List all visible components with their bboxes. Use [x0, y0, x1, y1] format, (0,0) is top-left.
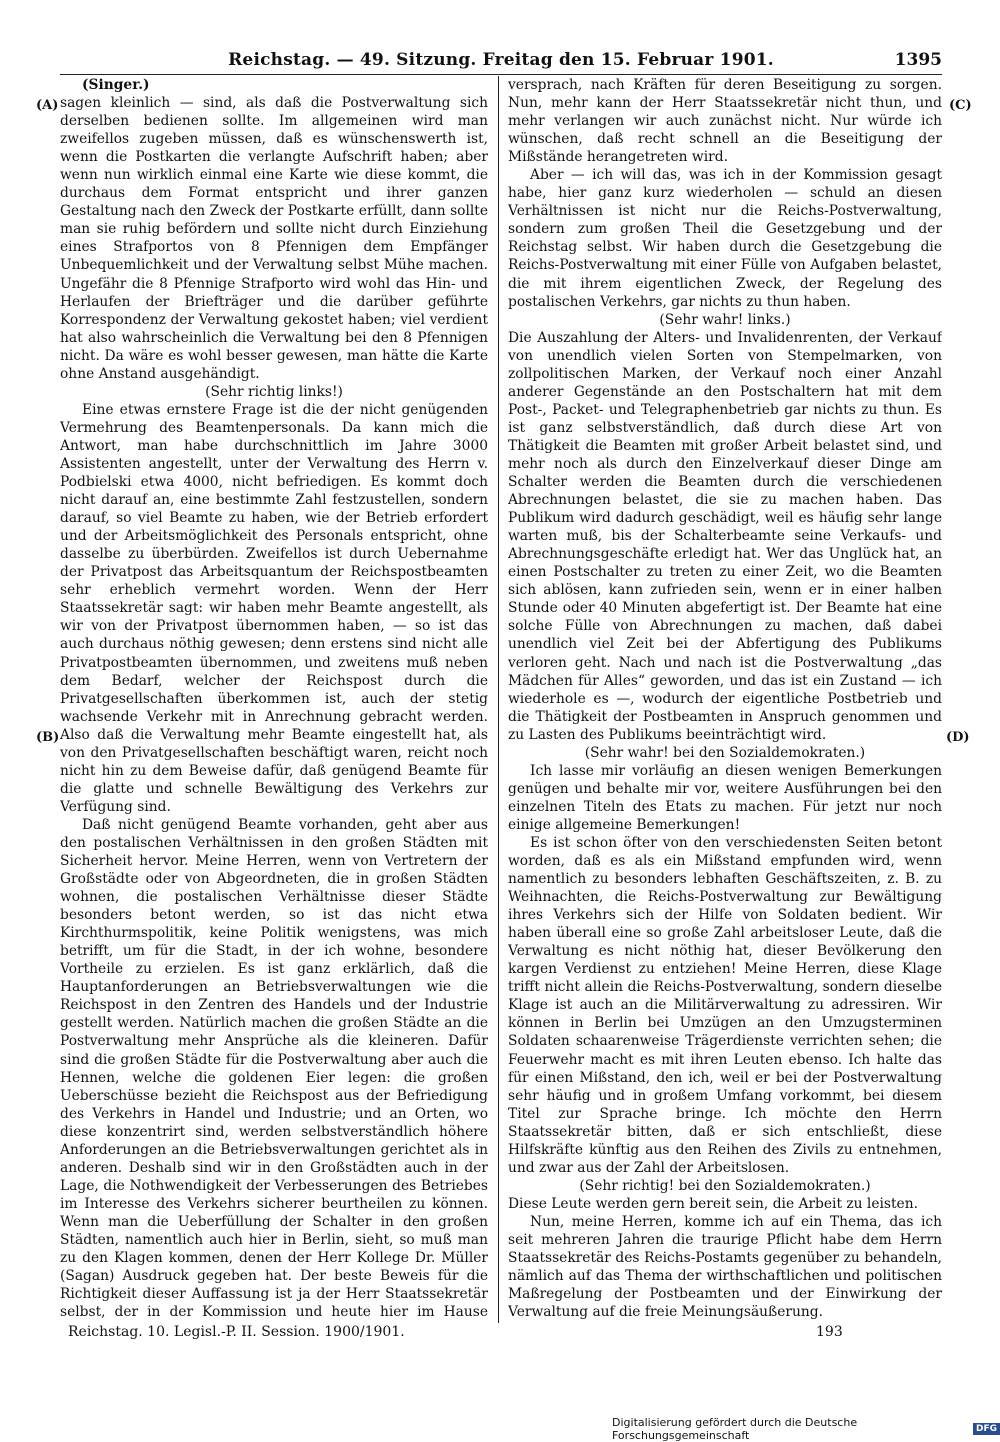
speaker-label: (Singer.)	[82, 77, 150, 93]
interjection: (Sehr richtig! bei den Sozialdemokraten.)	[579, 1177, 871, 1194]
credit-text: Digitalisierung gefördert durch die Deutsche Forschungsgemeinschaft	[612, 1416, 858, 1442]
left-column	[60, 76, 488, 1321]
right-column	[508, 76, 942, 1321]
page-header	[60, 50, 942, 72]
dfg-logo-icon: DFG	[973, 1423, 1000, 1435]
paragraph: Eine etwas ernstere Frage ist die der nicht genügenden Vermehrung des Beamtenpersonals. Da kann mich die Antwort, man habe durchschnittlich im Jahre 3000 Assistenten angestellt, unter der Verwaltung des Herrn v. Podbielski etwa 4000, nicht befriedigen. Es kommt doch nicht darauf an, eine bestimmte Zahl festzustellen, sondern darauf, so viel Beamte zu haben, wie der Betrieb erfordert und der Arbeitsmöglichkeit des Personals entspricht, ohne dasselbe zu überbürden. Zweifellos ist durch Uebernahme der Privatpost das Arbeitsquantum der Reichspostbeamten sehr erheblich vermehrt worden. Wenn der Herr Staatssekretär sagt: wir haben mehr Beamte angestellt, als wir von der Privatpost übernommen haben, — so ist das auch durchaus nöthig gewesen; denn erstens sind nicht alle Privatpostbeamten übernommen, und zweitens muß neben dem Bedarf, welcher der Reichspost durch die Privatgesellschaften überkommen ist, auch der stetig wachsende Verkehr mit in Anrechnung gebracht werden. Also daß die Verwaltung mehr Beamte eingestellt hat, als von den Privatgesellschaften beschäftigt waren, reicht noch nicht hin zu dem Beweise dafür, daß genügend Beamte für die glatte und schnelle Bewältigung des Verkehrs zur Verfügung sind.	[60, 401, 488, 815]
digitization-credit	[612, 1416, 1000, 1442]
paragraph: Daß nicht genügend Beamte vorhanden, geht aber aus den postalischen Verhältnissen in den großen Städten mit Sicherheit hervor. Meine Herren, wenn von Vertretern der Großstädte oder von Abgeordneten, die in großen Städten wohnen, die postalischen Verhältnisse dieser Städte besonders betont werden, so ist das nicht etwa Kirchthurmspolitik, keine Politik wenigstens, was mich betrifft, um für die Stadt, in der ich wohne, besondere Vortheile zu erzielen. Es ist ganz erklärlich, daß die Hauptanforderungen an Betriebsverwaltungen wie die Reichspost in den Zentren des Handels und der Industrie gestellt werden. Natürlich machen die großen Städte an die Postverwaltung mehr Ansprüche als die kleineren. Dafür sind die großen Städte für die Postverwaltung aber auch die Hennen, welche die goldenen Eier legen: die großen Ueberschüsse bezieht die Reichspost aus der Befriedigung des Verkehrs in Handel und Industrie; und an Orten, wo diese konzentrirt sind, werden selbstverständlich höhere Anforderungen an die Betriebsverwaltungen gerichtet als in anderen. Deshalb sind wir in den Großstädten auch in der Lage, die Nothwendigkeit der Verbesserungen des Betriebes im Interesse des Verkehrs sicherer beurtheilen zu können. Wenn man die Ueberfüllung der Schalter in den großen Städten, namentlich auch hier in Berlin, sieht, so muß man zu den Klagen kommen, denen der Herr Kollege Dr. Müller (Sagan) Ausdruck gegeben hat. Der beste Beweis für die Richtigkeit dieser Auffassung ist ja der Herr Staatssekretär selbst, der in der Kommission und heute hier im Hause	[60, 816, 488, 1321]
margin-marker-a: (A)	[36, 98, 59, 113]
paragraph: Die Auszahlung der Alters- und Invalidenrenten, der Verkauf von unendlich vielen Sorten von Stempelmarken, von zollpolitischen Marken, der Verkauf noch einer Anzahl anderer Gegenstände an den Postschaltern hat mit dem Post-, Packet- und Telegraphenbetrieb gar nichts zu thun. Es ist ganz selbstverständlich, daß durch diese Art von Thätigkeit die Beamten mit großer Arbeit belastet sind, und mehr noch als durch den Einzelverkauf dieser Dinge am Schalter werden die Beamten durch die verschiedenen Abrechnungen belastet, die sie zu machen haben. Das Publikum wird dadurch geschädigt, weil es häufig sehr lange warten muß, bis der Schalterbeamte seine Verkaufs- und Abrechnungsgeschäfte erledigt hat. Wer das Unglück hat, an einen Postschalter zu treten zu einer Zeit, wo die Beamten sich ablösen, kann zufrieden sein, wenn er in einer halben Stunde oder 40 Minuten abgefertigt ist. Der Beamte hat eine solche Fülle von Abrechnungen zu machen, daß dabei unendlich viel Zeit bei der Abfertigung des Publikums verloren geht. Nach und nach ist die Postverwaltung „das Mädchen für Alles“ geworden, und das ist ein Zustand — ich wiederhole es —, wodurch der eigentliche Postbetrieb und die Thätigkeit der Postbeamten in Anspruch genommen und zu Lasten des Publikums beeinträchtigt wird.	[508, 329, 942, 743]
paragraph: Es ist schon öfter von den verschiedensten Seiten betont worden, daß es als ein Mißstand empfunden wird, wenn namentlich zu besonders lebhaften Geschäftszeiten, z. B. zu Weihnachten, die Reichs-Postverwaltung zur Bewältigung ihres Verkehrs sich der Hilfe von Soldaten bedient. Wir haben überall eine so große Zahl arbeitsloser Leute, daß die Verwaltung es nicht nöthig hat, dieser Bevölkerung den kargen Verdienst zu entziehen! Meine Herren, diese Klage trifft nicht allein die Reichs-Postverwaltung, sondern dieselbe Klage ist auch an die Militärverwaltung zu adressiren. Wir können in Berlin bei Umzügen an den Umzugsterminen Soldaten schaarenweise Trägerdienste verrichten sehen; die Feuerwehr macht es mit ihren Leuten ebenso. Ich halte das für einen Mißstand, den ich, weil er bei der Postverwaltung sehr häufig und in großem Umfang vorkommt, bei diesem Titel zur Sprache bringe. Ich möchte den Herrn Staatssekretär bitten, daß er sich entschließt, diese Hilfskräfte künftig aus den Reihen des Zivils zu entnehmen, und zwar aus der Zahl der Arbeitslosen.	[508, 834, 942, 1176]
paragraph: sagen kleinlich — sind, als daß die Postverwaltung sich derselben bedienen sollte. Im allgemeinen wird man zweifellos zugeben müssen, daß es wünschenswerth ist, wenn die Postkarten die verlangte Aufschrift haben; aber wenn nun wirklich einmal eine Karte wie diese kommt, die durchaus dem Format entspricht und ihrer ganzen Gestaltung nach den Zweck der Postkarte erfüllt, dann sollte man sie ruhig befördern und sollte nicht durch Einziehung eines Strafportos von 8 Pfennigen dem Empfänger Unbequemlichkeit und der Verwaltung selbst Mühe machen. Ungefähr die 8 Pfennige Strafporto wird wohl das Hin- und Herlaufen der Briefträger und die darüber geführte Korrespondenz der Verwaltung gekostet haben; viel verdient hat also wahrscheinlich die Verwaltung bei den 8 Pfennigen nicht. Da wäre es wohl besser gewesen, man hätte die Karte ohne Anstand ausgehändigt.	[60, 95, 488, 382]
paragraph: Nun, meine Herren, komme ich auf ein Thema, das ich seit mehreren Jahren die traurige Pflicht habe dem Herrn Staatssekretär des Reichs-Postamts gegenüber zu behandeln, nämlich auf das Thema der wirthschaftlichen und politischen Maßregelung der Postbeamten und der Einwirkung der Verwaltung auf die freie Meinungsäußerung.	[508, 1213, 942, 1321]
paragraph: Aber — ich will das, was ich in der Kommission gesagt habe, hier ganz kurz wiederholen — schuld an diesen Verhältnissen ist nicht nur die Reichs-Postverwaltung, sondern zum großen Theil die Gesetzgebung und der Reichstag selbst. Wir haben durch die Gesetzgebung die Reichs-Postverwaltung mit einer Fülle von Aufgaben belastet, die mit ihrem eigentlichen Zweck, der Regelung des postalischen Verkehrs, gar nichts zu thun haben.	[508, 167, 942, 310]
paragraph: versprach, nach Kräften für deren Beseitigung zu sorgen. Nun, mehr kann der Herr Staatssekretär nicht thun, und mehr verlangen wir auch zunächst nicht. Nur würde ich wünschen, daß recht schnell an die Beseitigung der Mißstände herangetreten wird.	[508, 77, 942, 166]
column-divider	[498, 76, 499, 1323]
footer-signature: Reichstag. 10. Legisl.-P. II. Session. 1900/1901.	[68, 1324, 405, 1340]
interjection: (Sehr wahr! bei den Sozialdemokraten.)	[584, 744, 866, 761]
footer-sheet-number: 193	[816, 1324, 843, 1340]
paragraph: Ich lasse mir vorläufig an diesen wenigen Bemerkungen genügen und behalte mir vor, weitere Ausführungen bei den einzelnen Titeln des Etats zu machen. Für jetzt nur noch einige allgemeine Bemerkungen!	[508, 762, 942, 833]
margin-marker-c: (C)	[949, 98, 972, 113]
margin-marker-d: (D)	[946, 730, 970, 745]
header-rule	[60, 74, 942, 75]
page-number: 1395	[894, 50, 942, 70]
margin-marker-b: (B)	[36, 730, 60, 745]
running-title: Reichstag. — 49. Sitzung. Freitag den 15. Februar 1901.	[228, 50, 774, 70]
interjection: (Sehr wahr! links.)	[659, 311, 791, 328]
interjection: (Sehr richtig links!)	[205, 383, 343, 400]
paragraph: Diese Leute werden gern bereit sein, die Arbeit zu leisten.	[508, 1195, 918, 1212]
